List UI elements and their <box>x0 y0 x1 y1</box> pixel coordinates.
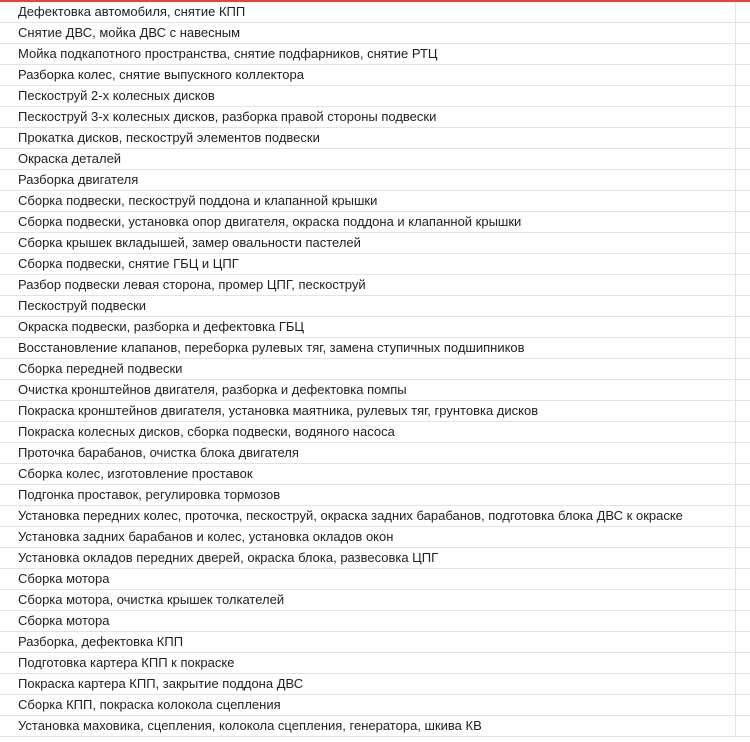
table-row <box>0 695 750 716</box>
cell[interactable]: Мойка подкапотного пространства, снятие подфарников, снятие РТЦ <box>0 44 736 64</box>
table-row <box>0 380 750 401</box>
cell[interactable]: Сборка крышек вкладышей, замер овальности пастелей <box>0 233 736 253</box>
cell[interactable]: Покраска кронштейнов двигателя, установка маятника, рулевых тяг, грунтовка дисков <box>0 401 736 421</box>
cell[interactable]: Сборка передней подвески <box>0 359 736 379</box>
cell-empty[interactable] <box>736 23 750 43</box>
cell-empty[interactable] <box>736 653 750 673</box>
cell-empty[interactable] <box>736 401 750 421</box>
cell[interactable]: Подготовка картера КПП к покраске <box>0 653 736 673</box>
cell[interactable]: Сборка колес, изготовление проставок <box>0 464 736 484</box>
cell-empty[interactable] <box>736 2 750 22</box>
table-row <box>0 674 750 695</box>
cell-empty[interactable] <box>736 422 750 442</box>
cell-empty[interactable] <box>736 86 750 106</box>
table-row <box>0 569 750 590</box>
cell[interactable]: Проточка барабанов, очистка блока двигателя <box>0 443 736 463</box>
table-row <box>0 506 750 527</box>
cell[interactable]: Очистка кронштейнов двигателя, разборка и дефектовка помпы <box>0 380 736 400</box>
cell-empty[interactable] <box>736 275 750 295</box>
table-row <box>0 128 750 149</box>
table-row <box>0 275 750 296</box>
cell[interactable]: Разбор подвески левая сторона, промер ЦПГ, пескоструй <box>0 275 736 295</box>
table-row <box>0 170 750 191</box>
cell[interactable]: Разборка двигателя <box>0 170 736 190</box>
cell[interactable]: Сборка подвески, снятие ГБЦ и ЦПГ <box>0 254 736 274</box>
cell[interactable]: Прокатка дисков, пескоструй элементов подвески <box>0 128 736 148</box>
cell-empty[interactable] <box>736 443 750 463</box>
cell[interactable]: Покраска картера КПП, закрытие поддона ДВС <box>0 674 736 694</box>
table-row <box>0 464 750 485</box>
cell[interactable]: Сборка мотора, очистка крышек толкателей <box>0 590 736 610</box>
cell-empty[interactable] <box>736 716 750 736</box>
table-row <box>0 611 750 632</box>
cell-empty[interactable] <box>736 632 750 652</box>
cell-empty[interactable] <box>736 65 750 85</box>
cell[interactable]: Разборка колес, снятие выпускного коллектора <box>0 65 736 85</box>
table-row <box>0 254 750 275</box>
table-row <box>0 716 750 737</box>
cell[interactable]: Пескоструй подвески <box>0 296 736 316</box>
cell[interactable]: Сборка мотора <box>0 611 736 631</box>
cell[interactable]: Сборка подвески, пескоструй поддона и клапанной крышки <box>0 191 736 211</box>
cell[interactable]: Восстановление клапанов, переборка рулевых тяг, замена ступичных подшипников <box>0 338 736 358</box>
table-row <box>0 338 750 359</box>
cell-empty[interactable] <box>736 149 750 169</box>
table-row <box>0 65 750 86</box>
table-row <box>0 317 750 338</box>
cell[interactable]: Сборка КПП, покраска колокола сцепления <box>0 695 736 715</box>
cell[interactable]: Пескоструй 3-х колесных дисков, разборка правой стороны подвески <box>0 107 736 127</box>
cell-empty[interactable] <box>736 254 750 274</box>
cell-empty[interactable] <box>736 233 750 253</box>
cell-empty[interactable] <box>736 296 750 316</box>
cell-empty[interactable] <box>736 191 750 211</box>
cell[interactable]: Установка маховика, сцепления, колокола сцепления, генератора, шкива КВ <box>0 716 736 736</box>
cell-empty[interactable] <box>736 569 750 589</box>
table-row <box>0 86 750 107</box>
cell-empty[interactable] <box>736 317 750 337</box>
table-row <box>0 233 750 254</box>
table-row <box>0 590 750 611</box>
cell-empty[interactable] <box>736 695 750 715</box>
cell-empty[interactable] <box>736 485 750 505</box>
table-row <box>0 485 750 506</box>
cell[interactable]: Сборка мотора <box>0 569 736 589</box>
cell-empty[interactable] <box>736 107 750 127</box>
cell[interactable]: Снятие ДВС, мойка ДВС с навесным <box>0 23 736 43</box>
table-row <box>0 653 750 674</box>
cell[interactable]: Подгонка проставок, регулировка тормозов <box>0 485 736 505</box>
cell[interactable]: Пескоструй 2-х колесных дисков <box>0 86 736 106</box>
cell[interactable]: Окраска подвески, разборка и дефектовка ГБЦ <box>0 317 736 337</box>
table-row <box>0 296 750 317</box>
cell[interactable]: Установка передних колес, проточка, пескоструй, окраска задних барабанов, подготовка блока ДВС к окраске <box>0 506 736 526</box>
cell[interactable]: Сборка подвески, установка опор двигателя, окраска поддона и клапанной крышки <box>0 212 736 232</box>
table-row <box>0 443 750 464</box>
cell-empty[interactable] <box>736 506 750 526</box>
table-row <box>0 422 750 443</box>
spreadsheet-grid[interactable] <box>0 2 750 742</box>
cell-empty[interactable] <box>736 170 750 190</box>
table-row <box>0 212 750 233</box>
cell[interactable]: Установка задних барабанов и колес, установка окладов окон <box>0 527 736 547</box>
table-row <box>0 527 750 548</box>
cell-empty[interactable] <box>736 590 750 610</box>
cell-empty[interactable] <box>736 380 750 400</box>
cell[interactable]: Покраска колесных дисков, сборка подвески, водяного насоса <box>0 422 736 442</box>
cell-empty[interactable] <box>736 548 750 568</box>
cell-empty[interactable] <box>736 611 750 631</box>
cell-empty[interactable] <box>736 338 750 358</box>
table-row <box>0 359 750 380</box>
table-row <box>0 191 750 212</box>
table-row <box>0 23 750 44</box>
table-row <box>0 632 750 653</box>
cell-empty[interactable] <box>736 44 750 64</box>
cell[interactable]: Дефектовка автомобиля, снятие КПП <box>0 2 736 22</box>
table-row <box>0 149 750 170</box>
table-row <box>0 107 750 128</box>
cell-empty[interactable] <box>736 527 750 547</box>
cell[interactable]: Установка окладов передних дверей, окраска блока, развесовка ЦПГ <box>0 548 736 568</box>
table-row <box>0 2 750 23</box>
table-row <box>0 44 750 65</box>
cell[interactable]: Окраска деталей <box>0 149 736 169</box>
cell-empty[interactable] <box>736 212 750 232</box>
cell[interactable]: Разборка, дефектовка КПП <box>0 632 736 652</box>
cell-empty[interactable] <box>736 674 750 694</box>
cell-empty[interactable] <box>736 359 750 379</box>
cell-empty[interactable] <box>736 128 750 148</box>
table-row <box>0 401 750 422</box>
table-row <box>0 548 750 569</box>
cell-empty[interactable] <box>736 464 750 484</box>
